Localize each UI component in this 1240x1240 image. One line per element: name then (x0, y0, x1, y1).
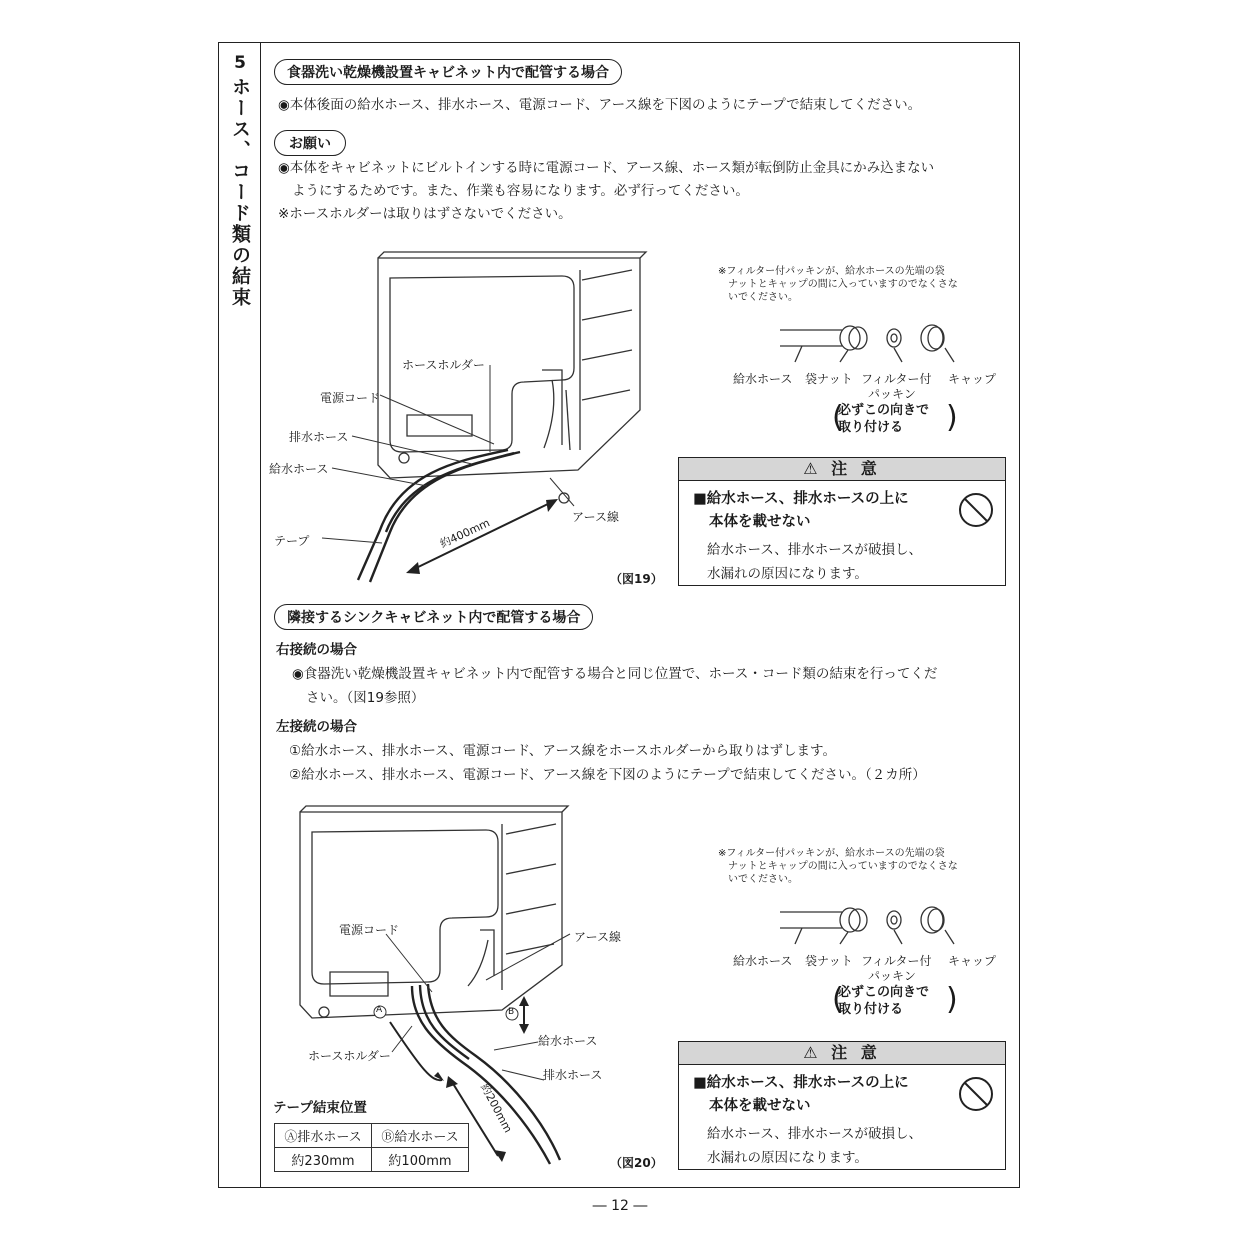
caution-2-body (707, 1122, 922, 1170)
request-label: お願い (274, 130, 346, 156)
filter1-packing-label: パッキン (868, 387, 916, 401)
caution-box-2 (678, 1041, 1006, 1170)
part1-heading: 食器洗い乾燥機設置キャビネット内で配管する場合 (274, 59, 622, 85)
fig19-distance-label: 約400mm (437, 516, 492, 551)
filter-note-2-line1: ※フィルター付パッキンが、給水ホースの先端の袋 (718, 848, 945, 859)
filter-note-2-line2: ナットとキャップの間に入っていますのでなくさな (728, 861, 958, 872)
filter1-supply-hose-label: 給水ホース (733, 372, 793, 386)
caution-1-heading (693, 488, 909, 534)
section-sidebar (219, 43, 261, 1187)
fig19-hose-holder-label: ホースホルダー (402, 358, 485, 372)
table-header-row (275, 1124, 469, 1148)
caution-2-line1: ■給水ホース、排水ホースの上に (693, 1075, 909, 1091)
filter-note-1-line2: ナットとキャップの間に入っていますのでなくさな (728, 279, 958, 290)
tape-position-table (274, 1123, 469, 1172)
filter-note-1-line1: ※フィルター付パッキンが、給水ホースの先端の袋 (718, 266, 945, 277)
filter-parts-illustration-2 (740, 900, 980, 960)
right-connection-line1: ◉食器洗い乾燥機設置キャビネット内で配管する場合と同じ位置で、ホース・コード類の結束を行ってくだ (292, 666, 938, 682)
table-row (275, 1148, 469, 1172)
table-value-b: 約100mm (372, 1148, 469, 1172)
holder-note: ※ホースホルダーは取りはずさないでください。 (278, 206, 572, 222)
caution-1-line2: 本体を載せない (709, 514, 811, 530)
filter-note-2 (718, 847, 958, 886)
caution-box-1 (678, 457, 1006, 586)
filter2-orient-line1: 必ずこの向きで (838, 985, 930, 1000)
part2-heading: 隣接するシンクキャビネット内で配管する場合 (274, 604, 593, 630)
caution-1-line1: ■給水ホース、排水ホースの上に (693, 491, 909, 507)
right-connection-line2: さい。（図19参照） (306, 690, 425, 706)
caution-1-body (707, 538, 922, 586)
filter2-cap-label: キャップ (948, 954, 997, 968)
warning-triangle-icon: ⚠ (803, 1043, 822, 1062)
prohibition-icon (957, 491, 995, 529)
caution-1-title: 注 意 (831, 459, 881, 478)
filter1-orientation-note: ( 必ずこの向きで 取り付ける ) (832, 400, 958, 435)
fig20-ground-wire-label: アース線 (574, 930, 622, 944)
filter-note-1-line3: いでください。 (728, 292, 798, 303)
caution-2-line2: 本体を載せない (709, 1098, 811, 1114)
fig20-mark-a: A (376, 1005, 383, 1015)
caution-2-title: 注 意 (831, 1043, 881, 1062)
tape-table-title: テープ結束位置 (273, 1100, 367, 1116)
section-number: 5 (234, 53, 246, 73)
warning-triangle-icon: ⚠ (803, 459, 822, 478)
caution-2-line3: 給水ホース、排水ホースが破損し、 (707, 1126, 923, 1142)
caution-2-line4: 水漏れの原因になります。 (707, 1150, 868, 1166)
filter1-filter-label: フィルター付 (861, 372, 932, 386)
fig19-tape-label: テープ (274, 534, 310, 548)
caution-1-line4: 水漏れの原因になります。 (707, 566, 868, 582)
fig20-distance-label: 約200mm (477, 1081, 515, 1135)
fig20-power-cord-label: 電源コード (339, 923, 400, 937)
fig20-mark-b: B (508, 1007, 515, 1017)
table-header-a: Ⓐ排水ホース (275, 1124, 372, 1148)
left-step-2: ②給水ホース、排水ホース、電源コード、アース線を下図のようにテープで結束してください。（２カ所） (289, 767, 926, 783)
caution-2-header (679, 1042, 1005, 1065)
filter1-orient-line2: 取り付ける (838, 420, 904, 435)
filter2-orientation-note: ( 必ずこの向きで 取り付ける ) (832, 982, 958, 1017)
left-step-1: ①給水ホース、排水ホース、電源コード、アース線をホースホルダーから取りはずします。 (289, 743, 836, 759)
part1-line1: ◉本体後面の給水ホース、排水ホース、電源コード、アース線を下図のようにテープで結束してください。 (278, 97, 922, 113)
fig19-supply-hose-label: 給水ホース (269, 462, 329, 476)
caution-1-header (679, 458, 1005, 481)
caution-2-heading (693, 1072, 909, 1118)
fig19-power-cord-label: 電源コード (320, 391, 381, 405)
filter-note-1 (718, 265, 958, 304)
request-line1: ◉本体をキャビネットにビルトインする時に電源コード、アース線、ホース類が転倒防止金具にかみ込まない (278, 160, 935, 176)
filter-note-2-line3: いでください。 (728, 874, 798, 885)
fig19-drain-hose-label: 排水ホース (289, 430, 349, 444)
fig19-ground-wire-label: アース線 (572, 510, 620, 524)
filter1-orient-line1: 必ずこの向きで (838, 403, 930, 418)
right-connection-title: 右接続の場合 (276, 642, 357, 658)
filter2-nut-label: 袋ナット (805, 954, 853, 968)
fig20-supply-hose-label: 給水ホース (538, 1034, 598, 1048)
caution-1-line3: 給水ホース、排水ホースが破損し、 (707, 542, 923, 558)
filter-parts-illustration-1 (740, 318, 980, 378)
filter2-supply-hose-label: 給水ホース (733, 954, 793, 968)
prohibition-icon (957, 1075, 995, 1113)
table-value-a: 約230mm (275, 1148, 372, 1172)
fig20-caption: （図20） (610, 1156, 663, 1170)
request-line2: ようにするためです。また、作業も容易になります。必ず行ってください。 (292, 183, 749, 199)
filter2-packing-label: パッキン (868, 969, 916, 983)
filter2-orient-line2: 取り付ける (838, 1002, 904, 1017)
fig20-drain-hose-label: 排水ホース (543, 1068, 603, 1082)
fig20-hose-holder-label: ホースホルダー (308, 1049, 391, 1063)
filter1-cap-label: キャップ (948, 372, 997, 386)
table-header-b: Ⓑ給水ホース (372, 1124, 469, 1148)
filter2-filter-label: フィルター付 (861, 954, 932, 968)
fig19-caption: （図19） (610, 572, 663, 586)
page-number: ― 12 ― (592, 1198, 648, 1214)
section-title: ホース、コード類の結束 (229, 77, 251, 308)
filter1-nut-label: 袋ナット (805, 372, 853, 386)
left-connection-title: 左接続の場合 (276, 719, 357, 735)
